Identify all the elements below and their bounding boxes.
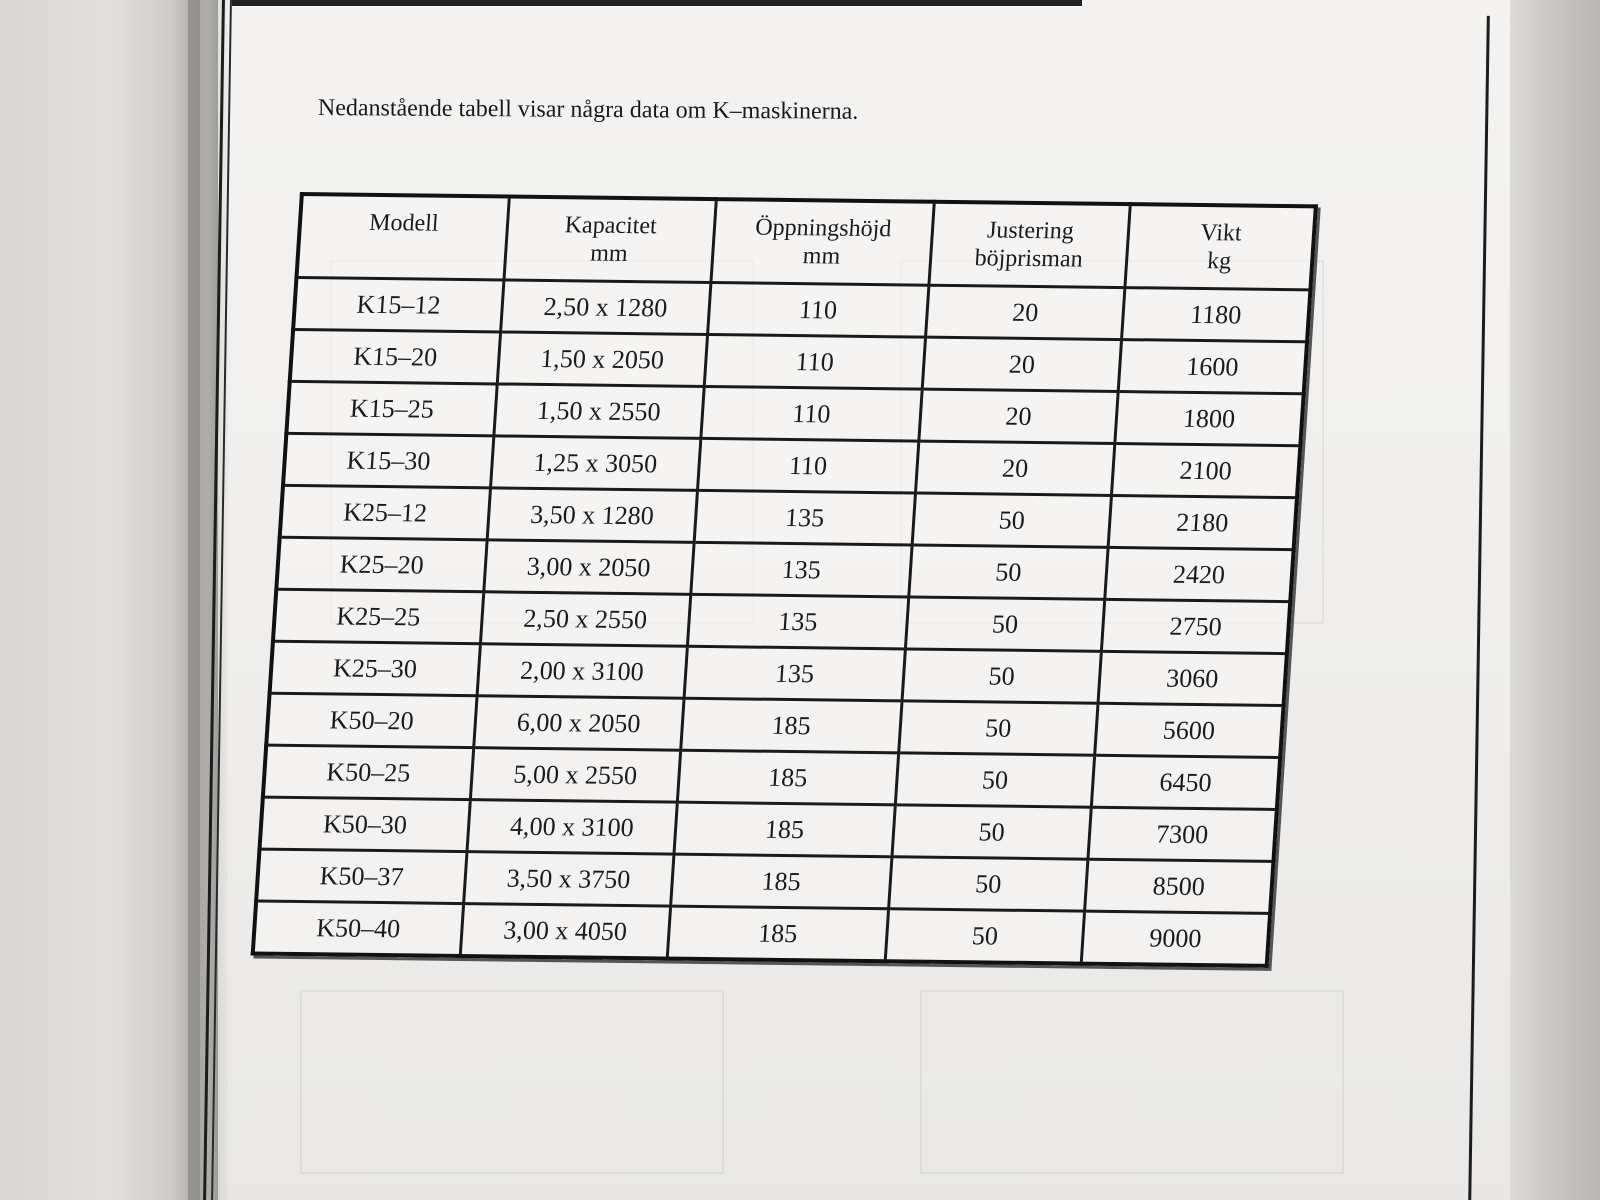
cell-vikt: 2180 (1108, 495, 1297, 549)
cell-modell: K50–30 (260, 797, 471, 851)
cell-vikt: 2420 (1105, 547, 1294, 601)
cell-vikt: 1180 (1122, 288, 1311, 342)
cell-justering: 20 (915, 441, 1115, 495)
cell-modell: K15–20 (290, 329, 501, 383)
cell-modell: K25–25 (273, 589, 484, 643)
cell-oppningshojd: 135 (694, 490, 915, 545)
cell-vikt: 2100 (1112, 443, 1301, 497)
cell-vikt: 3060 (1098, 651, 1287, 705)
cell-modell: K15–30 (283, 433, 494, 487)
cell-kapacitet: 3,00 x 2050 (483, 540, 694, 594)
cell-oppningshojd: 110 (701, 386, 922, 441)
intro-text: Nedanstående tabell visar några data om K–maskinerna. (317, 95, 859, 125)
cell-kapacitet: 3,50 x 3750 (463, 852, 674, 906)
cell-justering: 50 (905, 597, 1105, 651)
cell-vikt: 2750 (1102, 599, 1291, 653)
header-kapacitet (504, 197, 717, 283)
header-vikt (1125, 204, 1316, 290)
cell-justering: 50 (895, 753, 1095, 807)
cell-modell: K15–12 (293, 277, 504, 331)
cell-oppningshojd: 185 (674, 802, 895, 857)
machine-data-table (251, 192, 1318, 968)
cell-oppningshojd: 110 (704, 334, 925, 389)
cell-oppningshojd: 110 (697, 438, 918, 493)
cell-kapacitet: 6,00 x 2050 (473, 696, 684, 750)
cell-justering: 50 (892, 805, 1092, 859)
cell-vikt: 7300 (1088, 807, 1277, 861)
facing-page (0, 0, 200, 1200)
cell-vikt: 1600 (1118, 340, 1307, 394)
cell-kapacitet: 2,50 x 2550 (480, 592, 691, 646)
table-row (253, 901, 1270, 966)
cell-justering: 20 (919, 389, 1119, 443)
header-line (299, 236, 504, 266)
cell-kapacitet: 3,00 x 4050 (460, 904, 671, 959)
cell-kapacitet: 1,25 x 3050 (490, 436, 701, 490)
header-line: mm (802, 243, 842, 270)
cell-modell: K15–25 (286, 381, 497, 435)
cell-oppningshojd: 185 (681, 698, 902, 753)
header-line: Kapacitet (563, 212, 658, 240)
cell-kapacitet: 1,50 x 2050 (497, 332, 708, 386)
table-header-row (296, 194, 1315, 290)
cell-oppningshojd: 110 (707, 283, 928, 338)
cell-vikt: 5600 (1095, 703, 1284, 757)
header-line: Öppningshöjd (754, 214, 893, 243)
cell-oppningshojd: 185 (667, 906, 888, 961)
cell-justering: 50 (912, 493, 1112, 547)
header-modell (296, 194, 509, 280)
cell-modell: K25–12 (280, 485, 491, 539)
cell-justering: 20 (922, 337, 1122, 391)
cell-kapacitet: 3,50 x 1280 (487, 488, 698, 542)
cell-kapacitet: 4,00 x 3100 (467, 800, 678, 854)
cell-justering: 50 (909, 545, 1109, 599)
cell-oppningshojd: 135 (684, 646, 905, 701)
cell-modell: K25–20 (276, 537, 487, 591)
cell-kapacitet: 2,00 x 3100 (477, 644, 688, 698)
cell-kapacitet: 5,00 x 2550 (470, 748, 681, 802)
machine-data-table-wrap (251, 192, 1318, 968)
cell-oppningshojd: 185 (670, 854, 891, 909)
cell-oppningshojd: 185 (677, 750, 898, 805)
cell-kapacitet: 1,50 x 2550 (494, 384, 705, 438)
header-line: kg (1206, 248, 1233, 275)
cell-modell: K25–30 (270, 641, 481, 695)
cell-modell: K50–37 (256, 849, 467, 903)
header-line: Justering (986, 217, 1075, 245)
cell-vikt: 6450 (1091, 755, 1280, 809)
header-line: böjprisman (973, 245, 1084, 273)
cell-oppningshojd: 135 (687, 594, 908, 649)
cell-justering: 50 (885, 909, 1085, 964)
cell-justering: 50 (902, 649, 1102, 703)
header-line: Modell (368, 209, 440, 237)
header-line: Vikt (1199, 220, 1243, 247)
page-edge-right (1510, 0, 1600, 1200)
cell-modell: K50–20 (266, 693, 477, 747)
cell-justering: 50 (888, 857, 1088, 911)
cell-vikt: 8500 (1085, 859, 1274, 913)
cell-justering: 20 (925, 285, 1125, 339)
page-top-rule (232, 0, 1082, 6)
cell-modell: K50–40 (253, 901, 464, 956)
cell-vikt: 1800 (1115, 392, 1304, 446)
cell-vikt: 9000 (1081, 911, 1270, 966)
header-oppningshojd (711, 199, 934, 285)
cell-oppningshojd: 135 (691, 542, 912, 597)
cell-modell: K50–25 (263, 745, 474, 799)
header-line: mm (589, 240, 629, 267)
cell-justering: 50 (899, 701, 1099, 755)
cell-kapacitet: 2,50 x 1280 (500, 280, 711, 334)
header-justering (929, 202, 1131, 288)
